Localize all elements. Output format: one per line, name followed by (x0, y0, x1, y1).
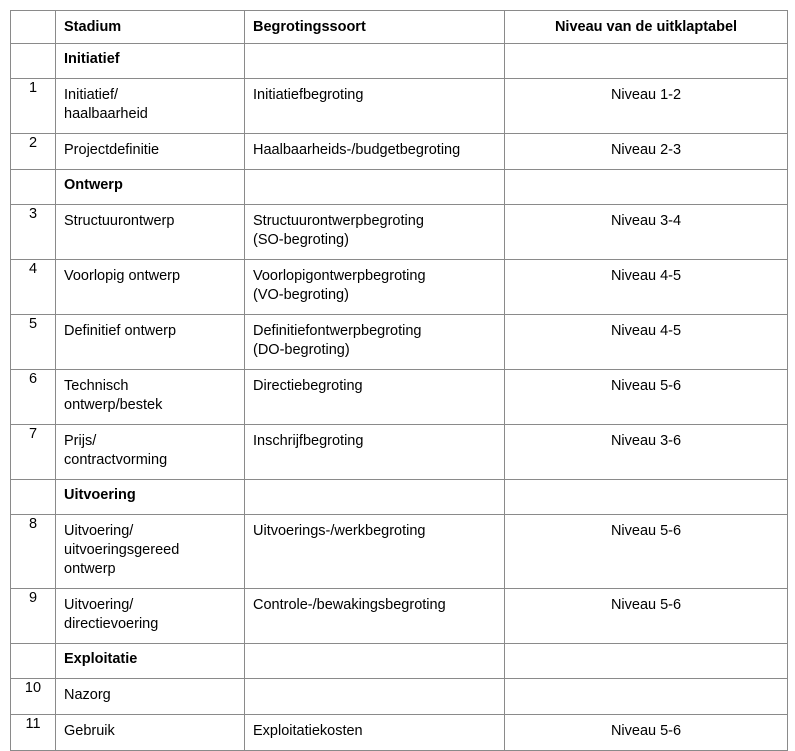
budget-type-cell (245, 170, 505, 205)
header-number (11, 11, 56, 44)
budget-type-cell-line: Structuurontwerpbegroting (253, 213, 424, 229)
stage-cell (56, 260, 245, 315)
table-row (11, 79, 788, 134)
stage-cell (56, 515, 245, 589)
section-title: Ontwerp (56, 170, 245, 205)
header-level: Niveau van de uitklaptabel (505, 11, 788, 44)
budget-type-cell (245, 589, 505, 644)
row-number: 2 (11, 134, 56, 170)
stage-cell (56, 425, 245, 480)
stage-cell-line: Definitief ontwerp (64, 323, 177, 339)
section-title: Initiatief (56, 44, 245, 79)
level-cell: Niveau 4-5 (505, 315, 788, 370)
stage-cell (56, 134, 245, 170)
budget-type-cell-line: (DO-begroting) (253, 342, 350, 358)
row-number: 3 (11, 205, 56, 260)
row-number: 8 (11, 515, 56, 589)
stage-cell-line: Technisch (64, 378, 129, 394)
header-stage: Stadium (56, 11, 245, 44)
row-number: 4 (11, 260, 56, 315)
level-cell (505, 44, 788, 79)
stage-cell-line: Nazorg (64, 687, 111, 703)
level-cell: Niveau 3-4 (505, 205, 788, 260)
row-number (11, 44, 56, 79)
table-header-row (11, 11, 788, 44)
level-cell (505, 679, 788, 715)
stage-cell-line: Projectdefinitie (64, 142, 160, 158)
row-number: 1 (11, 79, 56, 134)
section-row (11, 480, 788, 515)
budget-type-cell (245, 79, 505, 134)
stage-cell (56, 715, 245, 751)
row-number (11, 480, 56, 515)
budget-type-cell (245, 134, 505, 170)
budget-type-cell-line: Uitvoerings-/werkbegroting (253, 523, 426, 539)
stage-cell (56, 315, 245, 370)
section-title: Uitvoering (56, 480, 245, 515)
stage-cell (56, 589, 245, 644)
stage-cell (56, 679, 245, 715)
budget-type-cell (245, 370, 505, 425)
budget-type-cell (245, 260, 505, 315)
level-cell (505, 480, 788, 515)
header-budget-type: Begrotingssoort (245, 11, 505, 44)
budget-type-cell-line: Controle-/bewakingsbegroting (253, 597, 446, 613)
table-row (11, 370, 788, 425)
stage-cell-line: Gebruik (64, 723, 115, 739)
table-row (11, 679, 788, 715)
row-number: 6 (11, 370, 56, 425)
budget-type-cell (245, 44, 505, 79)
stage-cell-line: directievoering (64, 616, 159, 632)
row-number (11, 644, 56, 679)
stage-cell-line: Uitvoering/ (64, 597, 134, 613)
level-cell: Niveau 3-6 (505, 425, 788, 480)
stage-cell-line: uitvoeringsgereed (64, 542, 180, 558)
budget-type-cell (245, 480, 505, 515)
budget-type-cell (245, 205, 505, 260)
level-cell: Niveau 5-6 (505, 589, 788, 644)
row-number (11, 170, 56, 205)
stage-cell-line: Voorlopig ontwerp (64, 268, 181, 284)
stage-cell-line: haalbaarheid (64, 106, 148, 122)
section-row (11, 644, 788, 679)
table-row (11, 715, 788, 751)
level-cell: Niveau 2-3 (505, 134, 788, 170)
row-number: 9 (11, 589, 56, 644)
budget-type-cell (245, 515, 505, 589)
budget-stage-table (10, 10, 788, 751)
level-cell (505, 644, 788, 679)
budget-type-cell (245, 315, 505, 370)
row-number: 7 (11, 425, 56, 480)
stage-cell-line: ontwerp (64, 561, 116, 577)
stage-cell-line: Structuurontwerp (64, 213, 175, 229)
row-number: 11 (11, 715, 56, 751)
table-row (11, 425, 788, 480)
stage-cell (56, 205, 245, 260)
section-title: Exploitatie (56, 644, 245, 679)
level-cell: Niveau 1-2 (505, 79, 788, 134)
section-row (11, 44, 788, 79)
stage-cell-line: Uitvoering/ (64, 523, 134, 539)
budget-type-cell-line: Definitiefontwerpbegroting (253, 323, 422, 339)
table-row (11, 205, 788, 260)
stage-cell-line: contractvorming (64, 452, 168, 468)
budget-type-cell-line: (VO-begroting) (253, 287, 349, 303)
budget-type-cell-line: Inschrijfbegroting (253, 433, 364, 449)
budget-type-cell-line: Directiebegroting (253, 378, 363, 394)
budget-type-cell-line: Haalbaarheids-/budgetbegroting (253, 142, 461, 158)
budget-type-cell-line: Voorlopigontwerpbegroting (253, 268, 426, 284)
stage-cell-line: ontwerp/bestek (64, 397, 163, 413)
stage-cell-line: Prijs/ (64, 433, 97, 449)
section-row (11, 170, 788, 205)
budget-type-cell (245, 425, 505, 480)
budget-type-cell-line: (SO-begroting) (253, 232, 349, 248)
budget-type-cell (245, 679, 505, 715)
budget-type-cell-line: Initiatiefbegroting (253, 87, 364, 103)
stage-cell (56, 79, 245, 134)
table-row (11, 134, 788, 170)
level-cell: Niveau 5-6 (505, 370, 788, 425)
stage-cell (56, 370, 245, 425)
level-cell: Niveau 5-6 (505, 715, 788, 751)
level-cell: Niveau 4-5 (505, 260, 788, 315)
table-row (11, 260, 788, 315)
table-row (11, 515, 788, 589)
level-cell (505, 170, 788, 205)
budget-type-cell (245, 715, 505, 751)
stage-cell-line: Initiatief/ (64, 87, 118, 103)
row-number: 5 (11, 315, 56, 370)
table-body (11, 44, 788, 751)
row-number: 10 (11, 679, 56, 715)
table-row (11, 315, 788, 370)
level-cell: Niveau 5-6 (505, 515, 788, 589)
budget-type-cell (245, 644, 505, 679)
table-row (11, 589, 788, 644)
budget-type-cell-line: Exploitatiekosten (253, 723, 363, 739)
